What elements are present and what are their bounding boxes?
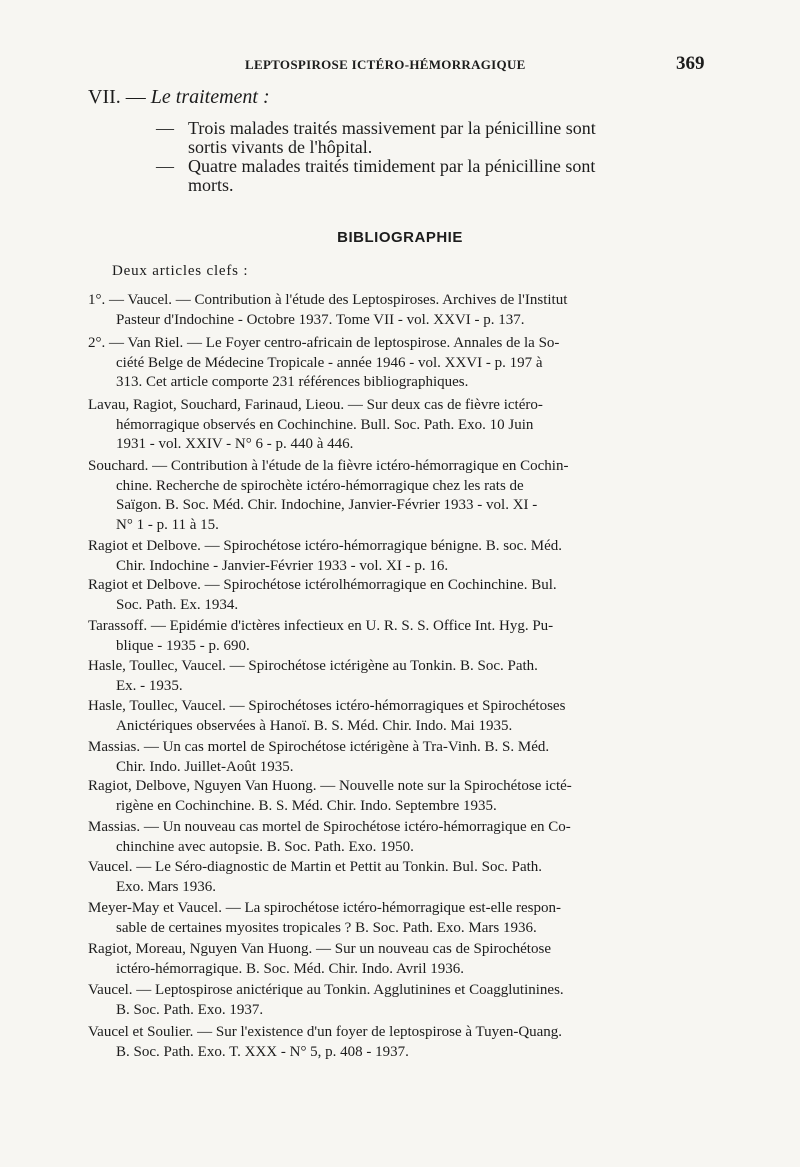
reference-line: Ex. - 1935. [116,677,183,694]
running-title: LEPTOSPIROSE ICTÉRO-HÉMORRAGIQUE [245,57,526,72]
reference-line: Saïgon. B. Soc. Méd. Chir. Indochine, Janvier-Février 1933 - vol. XI - [116,497,538,513]
reference-entry [88,537,708,576]
reference-line: Hasle, Toullec, Vaucel. — Spirochétoses ictéro-hémorragiques et Spirochétoses [88,698,566,714]
reference-line: Ragiot et Delbove. — Spirochétose ictéro-hémorragique bénigne. B. soc. Méd. [88,538,563,554]
reference-line: Exo. Mars 1936. [116,878,216,895]
reference-line: Tarassoff. — Epidémie d'ictères infectieux en U. R. S. S. Office Int. Hyg. Pu- [88,618,554,634]
result-line: morts. [188,175,234,195]
result-dash: — [156,156,174,176]
reference-line: Ragiot et Delbove. — Spirochétose ictérolhémorragique en Cochinchine. Bul. [88,577,557,593]
reference-line: Ragiot, Moreau, Nguyen Van Huong. — Sur un nouveau cas de Spirochétose [88,941,551,957]
result-dash: — [156,118,174,138]
section-number: VII. — [88,86,146,108]
result-line: Quatre malades traités timidement par la pénicilline sont [188,156,596,176]
reference-line: 1931 - vol. XXIV - N° 6 - p. 440 à 446. [116,436,354,452]
reference-line: ciété Belge de Médecine Tropicale - année 1946 - vol. XXVI - p. 197 à [116,354,543,371]
reference-line: Chir. Indo. Juillet-Août 1935. [116,758,294,775]
reference-entry [88,396,708,455]
reference-line: Lavau, Ragiot, Souchard, Farinaud, Lieou. — Sur deux cas de fièvre ictéro- [88,397,543,413]
reference-line: blique - 1935 - p. 690. [116,637,250,654]
reference-line: Vaucel. — Le Séro-diagnostic de Martin et Pettit au Tonkin. Bul. Soc. Path. [88,859,543,875]
page-number: 369 [676,53,705,74]
reference-line: chine. Recherche de spirochète ictéro-hémorragique chez les rats de [116,477,524,494]
reference-entry [88,777,708,816]
reference-entry [88,738,708,777]
reference-entry [88,657,708,696]
reference-entry [88,576,708,615]
reference-entry [88,940,708,979]
reference-line: rigène en Cochinchine. B. S. Méd. Chir. Indo. Septembre 1935. [116,797,497,814]
reference-entry [88,697,708,736]
reference-line: Pasteur d'Indochine - Octobre 1937. Tome VII - vol. XXVI - p. 137. [116,311,525,328]
reference-entry [88,818,708,857]
reference-entry [88,899,708,938]
result-line: sortis vivants de l'hôpital. [188,137,373,157]
section-heading [88,86,270,109]
reference-line: ictéro-hémorragique. B. Soc. Méd. Chir. Indo. Avril 1936. [116,960,464,977]
reference-line: chinchine avec autopsie. B. Soc. Path. Exo. 1950. [116,838,414,855]
reference-entry [88,858,708,897]
reference-line: Chir. Indochine - Janvier-Février 1933 - vol. XI - p. 16. [116,557,449,574]
reference-line: B. Soc. Path. Exo. T. XXX - N° 5, p. 408 - 1937. [116,1043,409,1060]
reference-entry [88,457,708,535]
reference-line: 1°. — Vaucel. — Contribution à l'étude des Leptospiroses. Archives de l'Institut [88,292,568,308]
reference-line: Massias. — Un cas mortel de Spirochétose ictérigène à Tra-Vinh. B. S. Méd. [88,739,550,755]
reference-line: Soc. Path. Ex. 1934. [116,596,239,613]
reference-entry [88,981,708,1020]
reference-line: Meyer-May et Vaucel. — La spirochétose ictéro-hémorragique est-elle respon- [88,900,561,916]
reference-line: Souchard. — Contribution à l'étude de la fièvre ictéro-hémorragique en Cochin- [88,458,569,474]
reference-entry [88,291,708,330]
reference-line: Hasle, Toullec, Vaucel. — Spirochétose ictérigène au Tonkin. B. Soc. Path. [88,658,538,674]
bibliography-intro: Deux articles clefs : [112,263,249,279]
reference-line: Massias. — Un nouveau cas mortel de Spirochétose ictéro-hémorragique en Co- [88,819,571,835]
result-line: Trois malades traités massivement par la pénicilline sont [188,118,596,138]
reference-line: sable de certaines myosites tropicales ? B. Soc. Path. Exo. Mars 1936. [116,919,537,936]
reference-entry [88,617,708,656]
section-title: Le traitement : [150,86,270,108]
reference-entry [88,334,708,393]
result-item [158,119,708,157]
reference-line: 2°. — Van Riel. — Le Foyer centro-africain de leptospirose. Annales de la So- [88,335,560,351]
result-item [158,157,708,195]
reference-line: Anictériques observées à Hanoï. B. S. Méd. Chir. Indo. Mai 1935. [116,717,513,734]
reference-line: 313. Cet article comporte 231 références bibliographiques. [116,374,469,390]
reference-line: Ragiot, Delbove, Nguyen Van Huong. — Nouvelle note sur la Spirochétose icté- [88,778,572,794]
reference-line: Vaucel. — Leptospirose anictérique au Tonkin. Agglutinines et Coagglutinines. [88,982,564,998]
reference-line: B. Soc. Path. Exo. 1937. [116,1001,264,1018]
bibliography-heading: BIBLIOGRAPHIE [337,229,463,246]
reference-entry [88,1023,708,1062]
reference-line: hémorragique observés en Cochinchine. Bull. Soc. Path. Exo. 10 Juin [116,416,534,433]
reference-line: N° 1 - p. 11 à 15. [116,516,219,533]
reference-line: Vaucel et Soulier. — Sur l'existence d'un foyer de leptospirose à Tuyen-Quang. [88,1024,563,1040]
